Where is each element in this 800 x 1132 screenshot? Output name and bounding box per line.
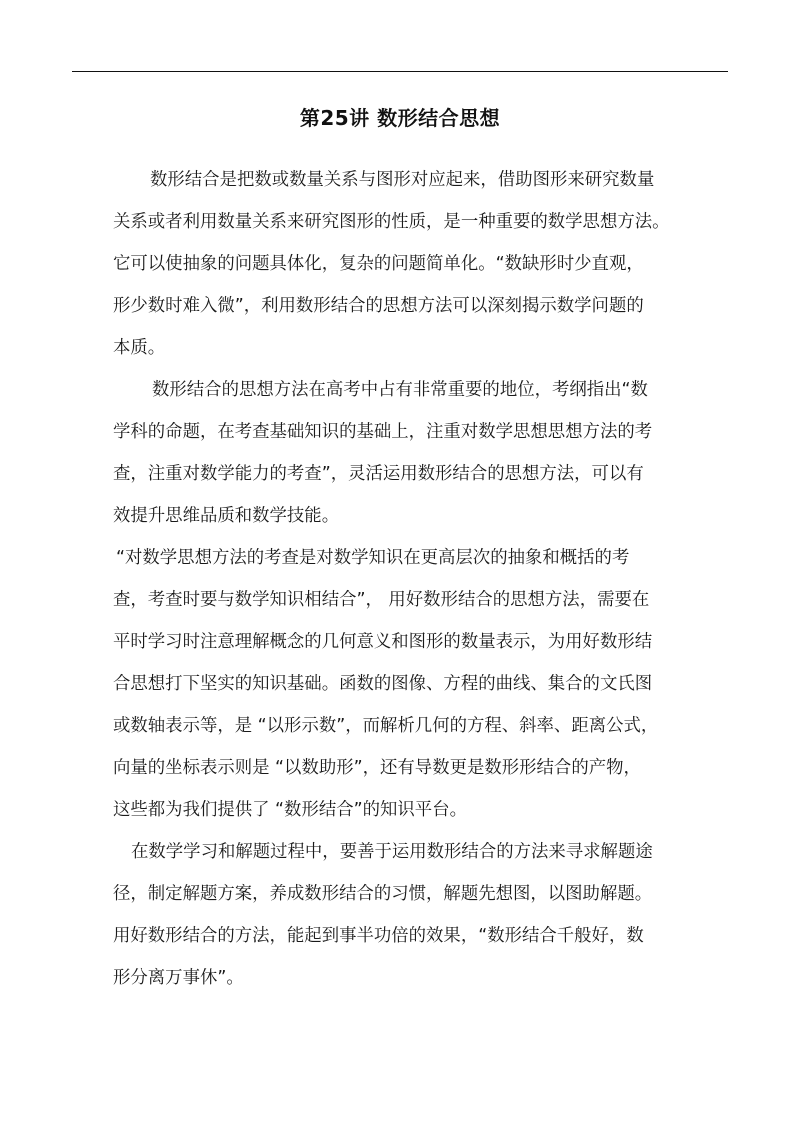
text-line: 本质。 [113, 338, 166, 358]
text-line: 形分离万事休”。 [113, 968, 244, 988]
text-line: 用好数形结合的方法，能起到事半功倍的效果，“数形结合千般好，数 [113, 926, 644, 946]
text-line: 它可以使抽象的问题具体化，复杂的问题简单化。“数缺形时少直观， [113, 254, 644, 274]
text-line: 在数学学习和解题过程中，要善于运用数形结合的方法来寻求解题途 [131, 842, 653, 862]
text-line: 数形结合的思想方法在高考中占有非常重要的地位，考纲指出“数 [152, 380, 648, 400]
text-line: 这些都为我们提供了 “数形结合”的知识平台。 [113, 800, 467, 820]
page-title: 第25讲 数形结合思想 [299, 106, 501, 130]
text-line: 或数轴表示等，是 “以形示数”，而解析几何的方程、斜率、距离公式， [113, 716, 659, 736]
text-line: 平时学习时注意理解概念的几何意义和图形的数量表示，为用好数形结 [113, 632, 653, 652]
text-line: 关系或者利用数量关系来研究图形的性质，是一种重要的数学思想方法。 [113, 212, 670, 232]
text-line: 径，制定解题方案，养成数形结合的习惯，解题先想图，以图助解题。 [113, 884, 653, 904]
text-line: 查，注重对数学能力的考查”，灵活运用数形结合的思想方法，可以有 [113, 464, 644, 484]
header-rule [72, 71, 728, 72]
text-line: 形少数时难入微”，利用数形结合的思想方法可以深刻揭示数学问题的 [113, 296, 644, 316]
text-line: 学科的命题，在考查基础知识的基础上，注重对数学思想思想方法的考 [113, 422, 653, 442]
text-line: 数形结合是把数或数量关系与图形对应起来，借助图形来研究数量 [150, 170, 655, 190]
text-line: 向量的坐标表示则是 “以数助形”，还有导数更是数形形结合的产物， [113, 758, 641, 778]
text-line: 效提升思维品质和数学技能。 [113, 506, 340, 526]
text-line: “对数学思想方法的考查是对数学知识在更高层次的抽象和概括的考 [116, 548, 630, 568]
text-line: 查，考查时要与数学知识相结合”， 用好数形结合的思想方法，需要在 [113, 590, 650, 610]
text-line: 合思想打下坚实的知识基础。函数的图像、方程的曲线、集合的文氏图 [113, 674, 653, 694]
